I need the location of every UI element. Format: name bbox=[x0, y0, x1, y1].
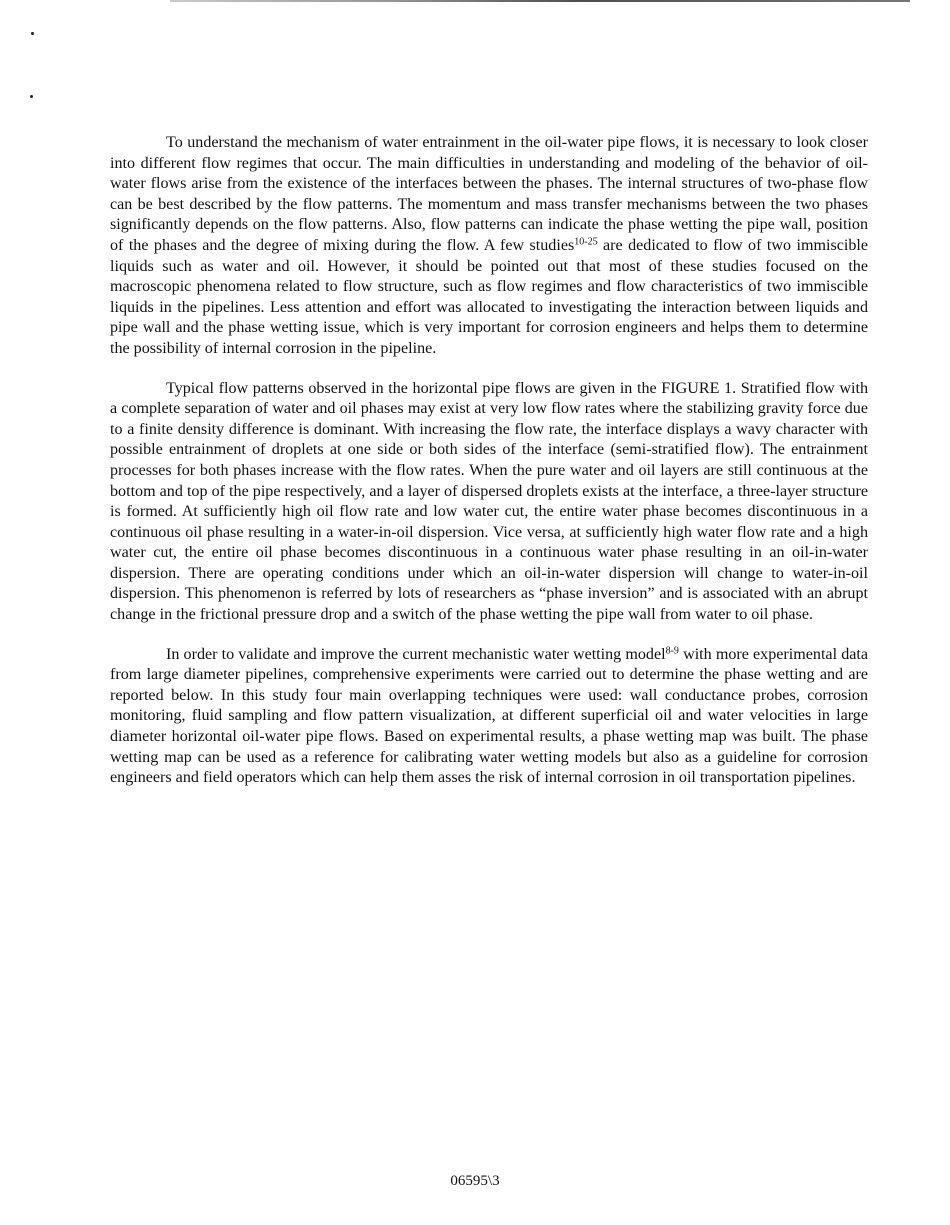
document-body bbox=[110, 133, 868, 789]
scan-speck bbox=[30, 95, 33, 98]
paragraph-text: In order to validate and improve the current mechanistic water wetting model bbox=[166, 645, 666, 663]
citation-superscript: 8-9 bbox=[665, 645, 679, 657]
paragraph-flow-patterns: Typical flow patterns observed in the horizontal pipe flows are given in the FIGURE 1. Stratified flow with a complete separation of water and oil phases may exist at very low flow rates where the stabilizing gravity force due to a finite density difference is dominant. With increasing the flow rate, the interface displays a wavy character with possible entrainment of droplets at one side or both sides of the interface (semi-stratified flow). The entrainment processes for both phases increase with the flow rates. When the pure water and oil layers are still continuous at the bottom and top of the pipe respectively, and a layer of dispersed droplets exists at the interface, a three-layer structure is formed. At sufficiently high oil flow rate and low water cut, the entire water phase becomes discontinuous in a continuous oil phase resulting in a water-in-oil dispersion. Vice versa, at sufficiently high water flow rate and a high water cut, the entire oil phase becomes discontinuous in a continuous water phase resulting in an oil-in-water dispersion. There are operating conditions under which an oil-in-water dispersion will change to water-in-oil dispersion. This phenomenon is referred by lots of researchers as “phase inversion” and is associated with an abrupt change in the frictional pressure drop and a switch of the phase wetting the pipe wall from water to oil phase. bbox=[110, 379, 868, 624]
page-number: 06595\3 bbox=[450, 1173, 500, 1189]
paragraph-experiments bbox=[110, 645, 868, 789]
citation-superscript: 10-25 bbox=[574, 236, 598, 248]
paragraph-text: To understand the mechanism of water entrainment in the oil-water pipe flows, it is necessary to look closer into different flow regimes that occur. The main difficulties in understanding and modeling of the behavior of oil-water flows arise from the existence of the interfaces between the phases. The internal structures of two-phase flow can be best described by the flow patterns. The momentum and mass transfer mechanisms between the two phases significantly depends on the flow patterns. Also, flow patterns can indicate the phase wetting the pipe wall, position of the phases and the degree of mixing during the flow. A few studies bbox=[110, 134, 868, 254]
paragraph-text: are dedicated to flow of two immiscible liquids such as water and oil. However, it should be pointed out that most of these studies focused on the macroscopic phenomena related to flow structure, such as flow regimes and flow characteristics of two immiscible liquids in the pipelines. Less attention and effort was allocated to investigating the interaction between liquids and pipe wall and the phase wetting issue, which is very important for corrosion engineers and helps them to determine the possibility of internal corrosion in the pipeline. bbox=[110, 236, 868, 357]
paragraph-flow-regimes bbox=[110, 133, 868, 360]
top-scan-rule bbox=[170, 0, 910, 2]
scan-speck bbox=[31, 32, 34, 35]
paragraph-text: with more experimental data from large diameter pipelines, comprehensive experiments were carried out to determine the phase wetting and are reported below. In this study four main overlapping techniques were used: wall conductance probes, corrosion monitoring, fluid sampling and flow pattern visualization, at different superficial oil and water velocities in large diameter horizontal oil-water pipe flows. Based on experimental results, a phase wetting map was built. The phase wetting map can be used as a reference for calibrating water wetting models but also as a guideline for corrosion engineers and field operators which can help them asses the risk of internal corrosion in oil transportation pipelines. bbox=[110, 645, 868, 787]
